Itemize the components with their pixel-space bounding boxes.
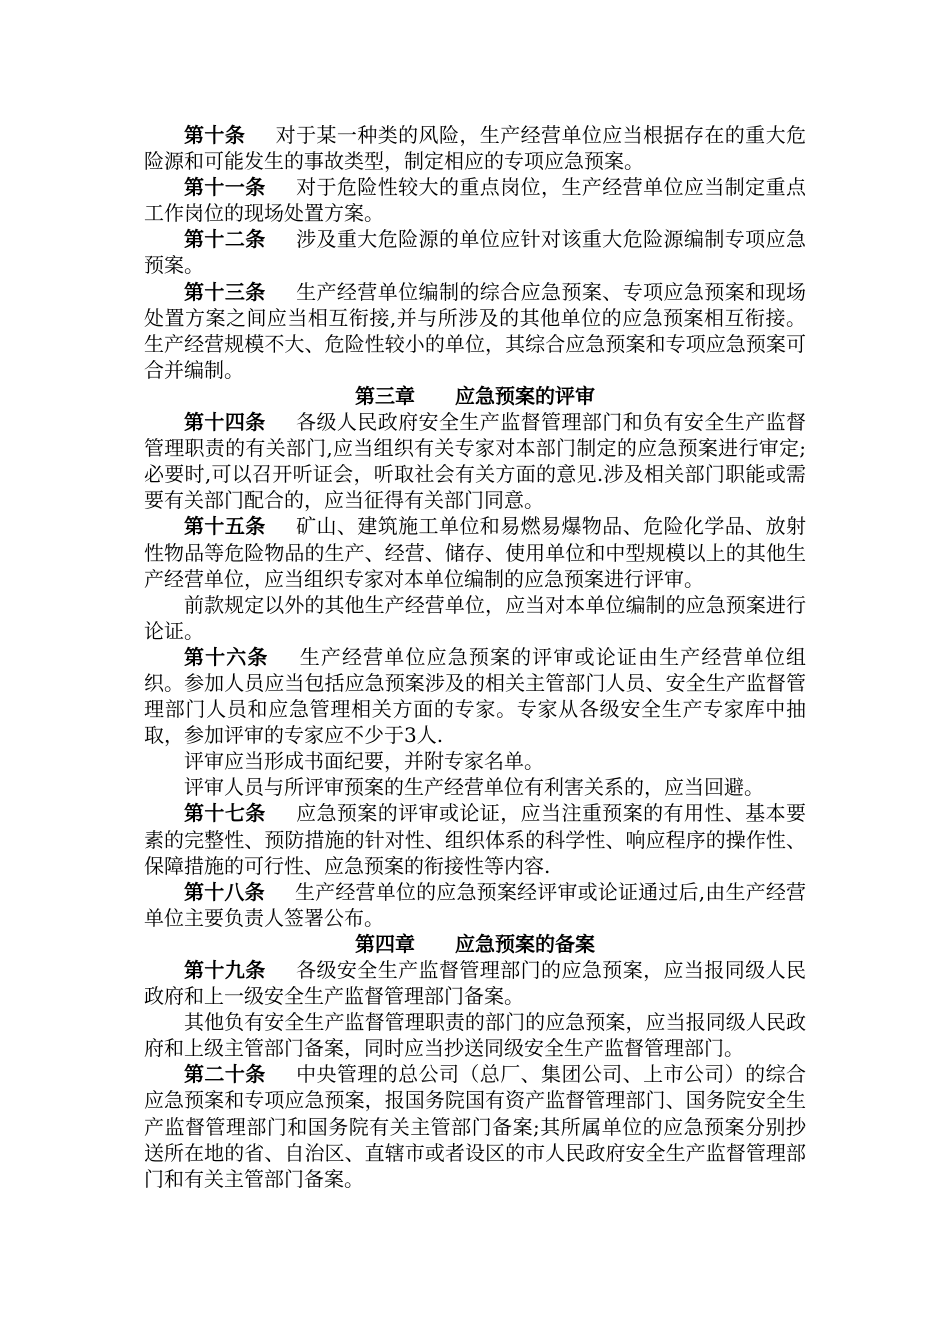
- article-label: 第十四条: [184, 410, 266, 435]
- article-label: 第十九条: [184, 958, 266, 982]
- article-label: 第十条: [184, 123, 246, 147]
- chapter-number: 第四章: [355, 931, 415, 956]
- article-label: 第十五条: [184, 514, 266, 539]
- article-18: [144, 879, 806, 931]
- article-19: [144, 957, 806, 1009]
- article-13: [144, 279, 806, 383]
- article-15: [144, 513, 806, 591]
- article-text: 生产经营单位应急预案的评审或论证由生产经营单位组织。参加人员应当包括应急预案涉及的相关主管部门人员、安全生产监督管理部门人员和应急管理相关方面的专家。专家从各级安全生产专家库中抽取，参加评审的专家应不少于3人.: [144, 644, 807, 748]
- chapter-number: 第三章: [355, 383, 415, 408]
- chapter-heading-3: [144, 383, 806, 409]
- article-text: 对于危险性较大的重点岗位，生产经营单位应当制定重点工作岗位的现场处置方案。: [144, 175, 807, 226]
- article-text: 应急预案的评审或论证，应当注重预案的有用性、基本要素的完整性、预防措施的针对性、组织体系的科学性、响应程序的操作性、保障措施的可行性、应急预案的衔接性等内容.: [144, 801, 807, 878]
- article-label: 第二十条: [184, 1062, 266, 1087]
- paragraph: 评审应当形成书面纪要，并附专家名单。: [184, 749, 544, 774]
- chapter-title: 应急预案的评审: [455, 383, 595, 408]
- article-label: 第十二条: [184, 227, 266, 252]
- article-label: 第十一条: [184, 175, 266, 200]
- article-label: 第十八条: [184, 879, 265, 904]
- article-text: 中央管理的总公司（总厂、集团公司、上市公司）的综合应急预案和专项应急预案，报国务院国有资产监督管理部门、国务院安全生产监督管理部门和国务院有关主管部门备案;其所属单位的应急预案分别抄送所在地的省、自治区、直辖市或者设区的市人民政府安全生产监督管理部门和有关主管部门备案。: [144, 1062, 807, 1191]
- article-text: 对于某一种类的风险，生产经营单位应当根据存在的重大危险源和可能发生的事故类型，制定相应的专项应急预案。: [144, 123, 807, 174]
- article-text: 生产经营单位编制的综合应急预案、专项应急预案和现场处置方案之间应当相互衔接,并与所涉及的其他单位的应急预案相互衔接。生产经营规模不大、危险性较小的单位，其综合应急预案和专项应急预案可合并编制。: [144, 279, 807, 382]
- paragraph: 前款规定以外的其他生产经营单位，应当对本单位编制的应急预案进行论证。: [144, 592, 806, 643]
- article-text: 各级人民政府安全生产监督管理部门和负有安全生产监督管理职责的有关部门,应当组织有关专家对本部门制定的应急预案进行审定;必要时,可以召开听证会，听取社会有关方面的意见.涉及相关部门职能或需要有关部门配合的，应当征得有关部门同意。: [144, 410, 807, 513]
- article-text: 生产经营单位的应急预案经评审或论证通过后,由生产经营单位主要负责人签署公布。: [144, 879, 807, 930]
- paragraph: 其他负有安全生产监督管理职责的部门的应急预案，应当报同级人民政府和上级主管部门备案，同时应当抄送同级安全生产监督管理部门。: [144, 1010, 806, 1061]
- article-14: [144, 409, 806, 513]
- article-text: 各级安全生产监督管理部门的应急预案，应当报同级人民政府和上一级安全生产监督管理部门备案。: [144, 958, 807, 1009]
- article-label: 第十三条: [184, 279, 266, 304]
- article-12: [144, 226, 806, 278]
- article-10: [144, 122, 806, 174]
- article-20: [144, 1061, 806, 1191]
- article-11: [144, 174, 806, 226]
- article-text: 涉及重大危险源的单位应针对该重大危险源编制专项应急预案。: [144, 227, 807, 278]
- article-text: 矿山、建筑施工单位和易燃易爆物品、危险化学品、放射性物品等危险物品的生产、经营、储存、使用单位和中型规模以上的其他生产经营单位，应当组织专家对本单位编制的应急预案进行评审。: [144, 514, 807, 591]
- article-16: [144, 644, 806, 748]
- article-17: [144, 800, 806, 878]
- chapter-title: 应急预案的备案: [455, 931, 595, 956]
- paragraph: 评审人员与所评审预案的生产经营单位有利害关系的，应当回避。: [184, 775, 764, 800]
- article-label: 第十六条: [184, 644, 269, 669]
- chapter-heading-4: [144, 931, 806, 957]
- article-label: 第十七条: [184, 801, 266, 826]
- document-page: [144, 122, 806, 1192]
